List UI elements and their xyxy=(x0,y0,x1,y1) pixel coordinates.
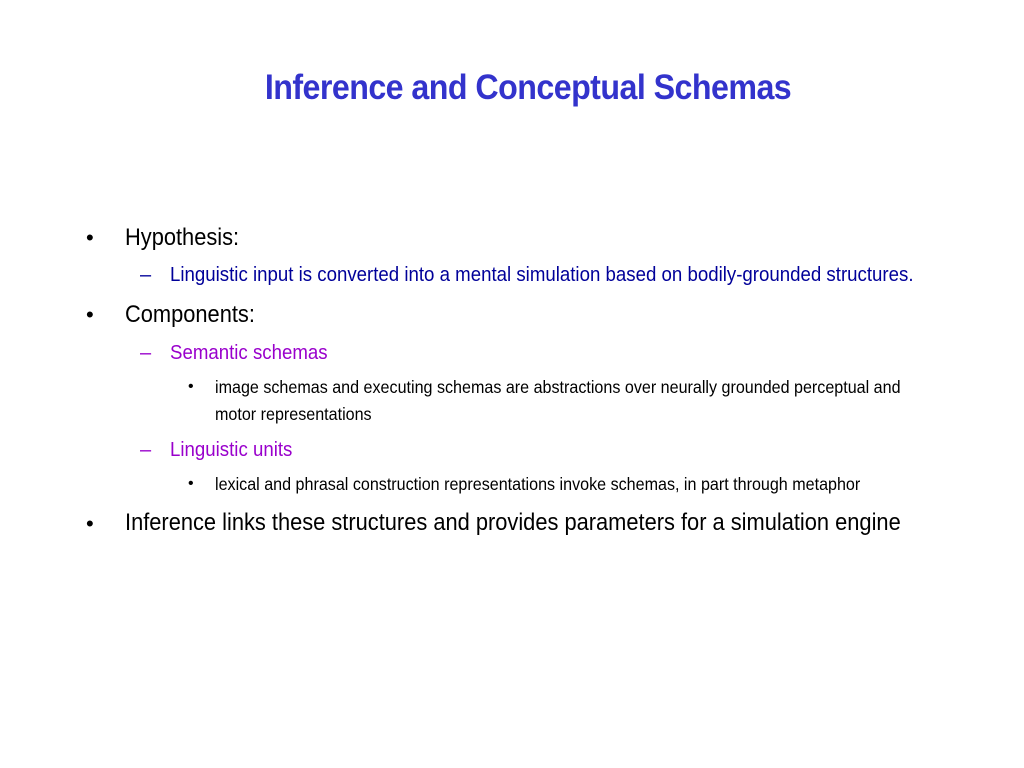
sub-sub-bullet-lexical-phrasal: lexical and phrasal construction representations invoke schemas, in part through metaphor xyxy=(215,474,861,494)
sub-sub-bullet-image-schemas: image schemas and executing schemas are abstractions over neurally grounded perceptual and xyxy=(215,377,901,397)
sub-bullet-linguistic-input: Linguistic input is converted into a mental simulation based on bodily-grounded structures. xyxy=(170,263,914,286)
dash-marker: – xyxy=(140,342,152,364)
bullet-marker: • xyxy=(86,511,94,536)
bullet-hypothesis: Hypothesis: xyxy=(125,224,240,251)
dash-marker: – xyxy=(140,264,152,286)
bullet-marker: • xyxy=(86,225,94,250)
bullet-marker: • xyxy=(188,475,194,492)
dash-marker: – xyxy=(140,439,152,461)
slide-title: Inference and Conceptual Schemas xyxy=(264,68,792,107)
bullet-marker: • xyxy=(86,302,94,327)
sub-sub-bullet-image-schemas-continued: motor representations xyxy=(215,404,372,424)
sub-bullet-linguistic-units: Linguistic units xyxy=(170,438,293,461)
bullet-components: Components: xyxy=(125,301,255,328)
sub-bullet-semantic-schemas: Semantic schemas xyxy=(170,341,328,364)
bullet-inference-links: Inference links these structures and provides parameters for a simulation engine xyxy=(125,509,901,536)
bullet-marker: • xyxy=(188,378,194,395)
